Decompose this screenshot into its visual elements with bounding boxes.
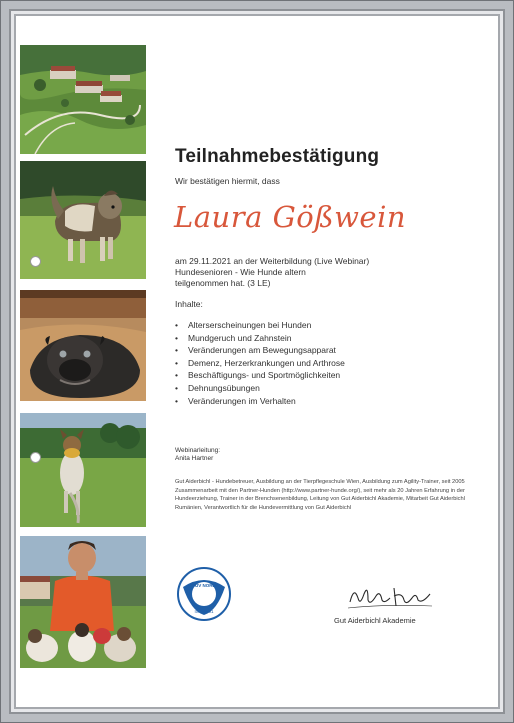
certificate-title: Teilnahmebestätigung [175, 146, 380, 167]
aerial-farm-photo [20, 45, 146, 154]
topics-list [175, 319, 345, 407]
webinar-lead [175, 447, 220, 463]
topic-item: • Alterserscheinungen bei Hunden [175, 320, 312, 330]
topic-item: • Dehnungsübungen [175, 382, 260, 393]
event-date-line: am 29.11.2021 an der Weiterbildung (Live Webinar) [175, 256, 370, 266]
seal-bottom-text: ISO 9001 [194, 609, 214, 614]
dog-running-photo [20, 413, 146, 527]
topic-item: • Mundgeruch und Zahnstein [175, 332, 292, 343]
seal-top-text: TÜV NORD [192, 583, 216, 588]
punch-hole [30, 452, 41, 463]
topic-item: • Demenz, Herzerkrankungen und Arthrose [175, 357, 345, 368]
webinar-lead-name: Anita Hartner [175, 455, 214, 462]
punch-hole [30, 256, 41, 267]
webinar-lead-label: Webinarleitung: [175, 447, 221, 454]
trainer-with-dogs-photo [20, 536, 146, 668]
topic-item: • Beschäftigungs- und Sportmöglichkeiten [175, 370, 341, 381]
event-details [175, 256, 475, 289]
topic-item: • Veränderungen am Bewegungsapparat [175, 345, 336, 356]
pug-photo [20, 290, 146, 401]
organization-name: Gut Aiderbichl Akademie [334, 616, 416, 625]
topic-item: • Veränderungen im Verhalten [175, 395, 296, 406]
tuv-seal-icon [177, 567, 231, 621]
participant-name: Laura Gößwein [174, 200, 407, 234]
contents-label: Inhalte: [175, 299, 203, 309]
intro-text: Wir bestätigen hiermit, dass [175, 176, 280, 186]
instructor-bio: Gut Aiderbichl - Hundebetreuer, Ausbildung an der Tierpflegeschule Wien, Ausbildung zum Agility-Trainer, seit 2005 Zusammenarbeit mit den Partner-Hunden (http://www.partner-hunde.org/), seit mehr als 20 Jahren Erfahrung in der Hundeerziehung, Trainer in der Brenchsenenbildung, Leitung von Gut Aiderbichl Akademie, Mitarbeit Gut Aiderbichl Rumänien, Verantwortlich für die Hundevermittlung von Gut Aiderbichl [175, 479, 465, 511]
event-title-line: Hundesenioren - Wie Hunde altern [175, 267, 306, 277]
handwritten-signature [346, 580, 436, 614]
event-completion-line: teilgenommen hat. (3 LE) [175, 278, 271, 288]
